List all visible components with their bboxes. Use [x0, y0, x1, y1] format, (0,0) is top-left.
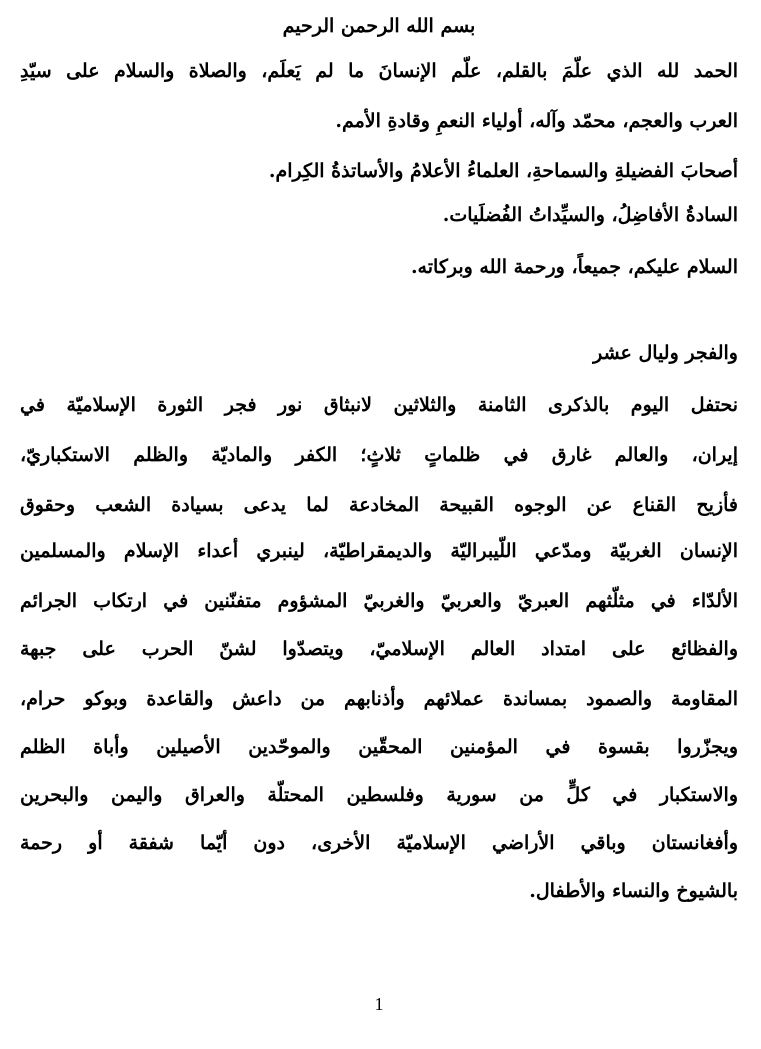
body-line: والاستكبار في كلٍّ من سورية وفلسطين المحتلّة والعراق واليمن والبحرين: [20, 784, 738, 806]
body-line: وأفغانستان وباقي الأراضي الإسلاميّة الأخرى، دون أيّما شفقة أو رحمة: [20, 832, 738, 854]
greeting-line: الحمد لله الذي علّمَ بالقلم، علّم الإنسانَ ما لم يَعلَم، والصلاة والسلام على سيّدِ: [20, 60, 738, 82]
body-line: الإنسان الغربيّة ومدّعي اللّيبراليّة والديمقراطيّة، لينبري أعداء الإسلام والمسلمين: [20, 540, 738, 562]
page-number: 1: [374, 994, 384, 1014]
body-line: نحتفل اليوم بالذكرى الثامنة والثلاثين لانبثاق نور فجر الثورة الإسلاميّة في: [20, 394, 738, 416]
body-line: المقاومة والصمود بمساندة عملائهم وأذنابهم من داعش والقاعدة وبوكو حرام،: [20, 688, 738, 710]
basmala-heading: بسم الله الرحمن الرحيم: [282, 15, 476, 37]
document-page: [20, 0, 738, 1049]
greeting-line: السلام عليكم، جميعاً، ورحمة الله وبركاته.: [410, 256, 738, 278]
body-line: فأزيح القناع عن الوجوه القبيحة المخادعة لما يدعى بسيادة الشعب وحقوق: [20, 494, 738, 516]
section-title: والفجر وليال عشر: [593, 342, 738, 364]
greeting-line: السادةُ الأفاضِلُ، والسيِّداتُ الفُضلَيات.: [442, 204, 738, 226]
body-line: الألدّاء في مثلّثهم العبريّ والعربيّ والغربيّ المشؤوم متفنّنين في ارتكاب الجرائم: [20, 590, 738, 612]
greeting-line: أصحابَ الفضيلةِ والسماحةِ، العلماءُ الأعلامُ والأساتذةُ الكِرام.: [268, 160, 738, 182]
body-line: والفظائع على امتداد العالم الإسلاميّ، ويتصدّوا لشنّ الحرب على جبهة: [20, 638, 738, 660]
greeting-line: العرب والعجم، محمّد وآله، أولياء النعمِ وقادةِ الأمم.: [335, 110, 738, 132]
body-line: ويجزّروا بقسوة في المؤمنين المحقّين والموحّدين الأصيلين وأباة الظلم: [20, 736, 738, 758]
body-line: بالشيوخ والنساء والأطفال.: [529, 880, 738, 902]
body-line: إيران، والعالم غارق في ظلماتٍ ثلاثٍ؛ الكفر والماديّة والظلم الاستكباريّ،: [20, 444, 738, 466]
